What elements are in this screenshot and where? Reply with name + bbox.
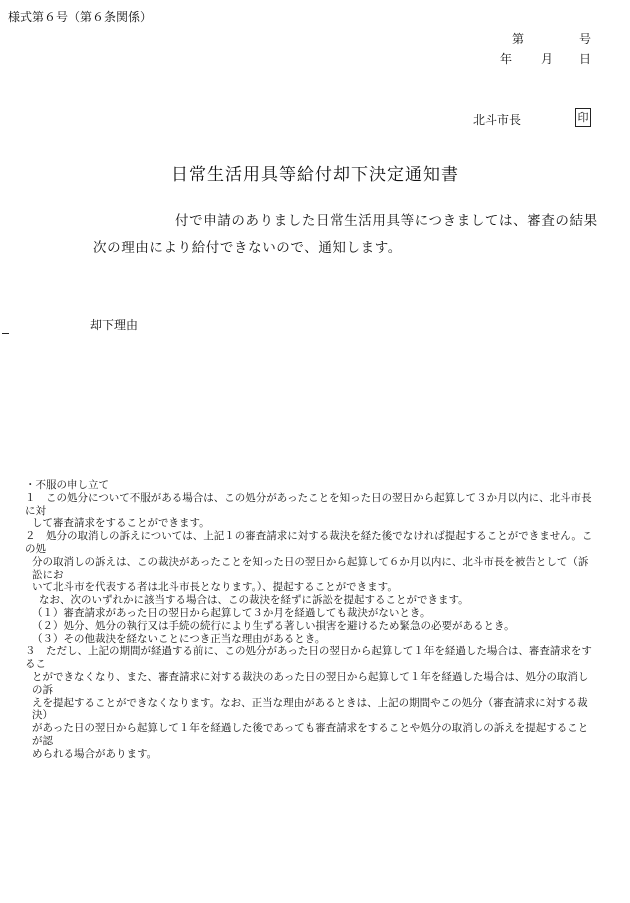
- date-day: 日: [579, 52, 592, 66]
- notice-line: いて北斗市を代表する者は北斗市長となります。）、提起することができます。: [32, 581, 398, 594]
- margin-mark: [2, 333, 9, 334]
- mayor-name: 北斗市長: [473, 113, 522, 127]
- notice-line: 分の取消しの訴えは、この裁決があったことを知った日の翌日から起算して６か月以内に、北斗市長を被告として（訴訟にお: [32, 555, 589, 581]
- number-go: 号: [579, 32, 592, 46]
- notice-line: ３ ただし、上記の期間が経過する前に、この処分があった日の翌日から起算して１年を経過した場合は、審査請求をするこ: [25, 645, 592, 671]
- document-title: 日常生活用具等給付却下決定通知書: [171, 165, 459, 185]
- notice-line: えを提起することができなくなります。なお、正当な理由があるときは、上記の期間やこの処分（審査請求に対する裁決）: [32, 696, 588, 722]
- appeal-notice: [25, 479, 595, 761]
- number-dai: 第: [512, 32, 525, 46]
- notice-line: １ この処分について不服がある場合は、この処分があったことを知った日の翌日から起算して３か月以内に、北斗市長に対: [25, 491, 592, 517]
- appeal-notice-heading: ・不服の申し立て: [25, 479, 109, 491]
- notice-line: （２）処分、処分の執行又は手続の続行により生ずる著しい損害を避けるため緊急の必要があるとき。: [32, 619, 515, 632]
- notice-line: とができなくなり、また、審査請求に対する裁決のあった日の翌日から起算して１年を経過した場合は、処分の取消しの訴: [32, 670, 589, 696]
- notice-line: して審査請求をすることができます。: [32, 517, 210, 530]
- date-month: 月: [541, 52, 554, 66]
- body-line-2: 次の理由により給付できないので、通知します。: [93, 240, 402, 256]
- notice-line: められる場合があります。: [32, 747, 158, 760]
- form-number: 様式第６号（第６条関係）: [8, 10, 153, 24]
- rejection-reason-label: 却下理由: [90, 318, 139, 332]
- date-year: 年: [500, 52, 513, 66]
- seal-box: 印: [575, 108, 591, 127]
- body-line-1: 付で申請のありました日常生活用具等につきましては、審査の結果: [175, 213, 598, 229]
- notice-line: なお、次のいずれかに該当する場合は、この裁決を経ずに訴訟を提起することができます。: [39, 594, 469, 607]
- notice-line: （１）審査請求があった日の翌日から起算して３か月を経過しても裁決がないとき。: [32, 606, 431, 619]
- notice-line: ２ 処分の取消しの訴えについては、上記１の審査請求に対する裁決を経た後でなければ提起することができません。この処: [25, 530, 593, 555]
- notice-line: があった日の翌日から起算して１年を経過した後であっても審査請求をすることや処分の取消しの訴えを提起することが認: [32, 722, 589, 747]
- notice-line: （３）その他裁決を経ないことにつき正当な理由があるとき。: [32, 632, 326, 645]
